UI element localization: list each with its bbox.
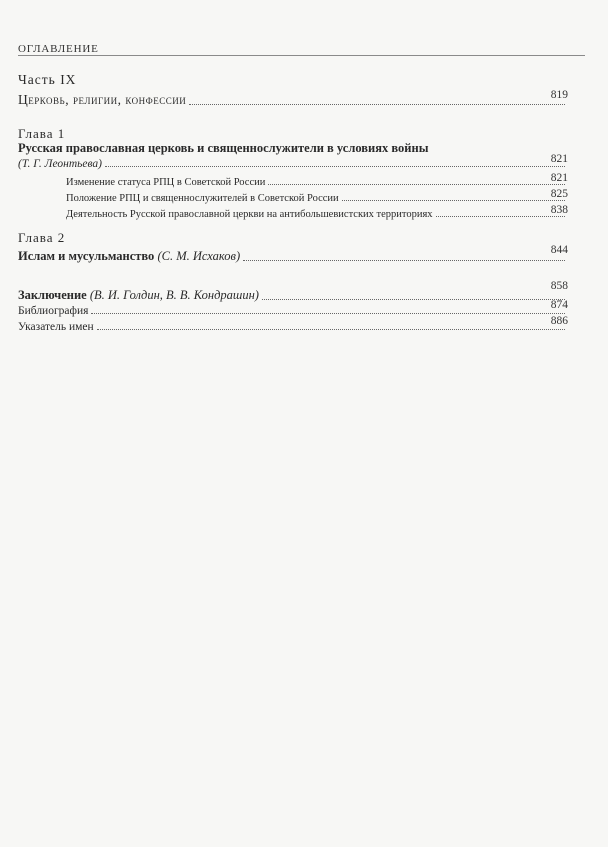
page-number: 874	[550, 299, 568, 311]
page-number: 825	[550, 188, 568, 200]
chapter-1-title[interactable]: Русская православная церковь и священнослужители в условиях войны	[18, 141, 429, 155]
conclusion-title: Заключение	[18, 288, 87, 302]
chapter-2-author: (С. М. Исхаков)	[157, 249, 241, 263]
toc-entry-chapter-2[interactable]	[18, 249, 568, 264]
toc-entry-section[interactable]	[66, 193, 568, 204]
leader-dots	[436, 216, 565, 217]
section-title: Положение РПЦ и священнослужителей в Советской России	[66, 193, 339, 204]
chapter-1-author: (Т. Г. Леонтьева)	[18, 158, 103, 170]
header-rule	[18, 55, 585, 56]
leader-dots	[91, 313, 565, 314]
bibliography-title: Библиография	[18, 305, 89, 317]
part-title: Церковь, религии, конфессии	[18, 92, 187, 107]
toc-entry-bibliography[interactable]	[18, 305, 568, 317]
toc-entry-conclusion[interactable]	[18, 288, 568, 303]
page-number: 838	[550, 204, 568, 216]
leader-dots	[97, 329, 565, 330]
toc-entry-section[interactable]	[66, 177, 568, 188]
conclusion-author: (В. И. Голдин, В. В. Кондрашин)	[89, 288, 259, 302]
page-number: 821	[550, 172, 568, 184]
leader-dots	[243, 260, 565, 261]
toc-entry-section[interactable]	[66, 209, 568, 220]
leader-dots	[105, 166, 565, 167]
toc-entry-chapter-1-author	[18, 158, 568, 170]
chapter-1-label: Глава 1	[18, 126, 66, 141]
chapter-2-title: Ислам и мусульманство	[18, 249, 155, 263]
leader-dots	[189, 104, 565, 105]
chapter-2-label: Глава 2	[18, 230, 66, 245]
page-number: 821	[550, 153, 568, 165]
leader-dots	[262, 299, 565, 300]
page-number: 886	[550, 315, 568, 327]
page-number: 858	[550, 280, 568, 292]
part-label: Часть IX	[18, 72, 77, 87]
toc-entry-part[interactable]	[18, 92, 568, 108]
name-index-title: Указатель имен	[18, 321, 94, 333]
leader-dots	[342, 200, 565, 201]
section-title: Деятельность Русской православной церкви на антибольшевистских территориях	[66, 209, 433, 220]
leader-dots	[268, 184, 565, 185]
toc-entry-name-index[interactable]	[18, 321, 568, 333]
running-head: ОГЛАВЛЕНИЕ	[18, 43, 99, 55]
page-number: 844	[550, 244, 568, 256]
section-title: Изменение статуса РПЦ в Советской России	[66, 177, 266, 188]
page-number: 819	[550, 89, 568, 101]
